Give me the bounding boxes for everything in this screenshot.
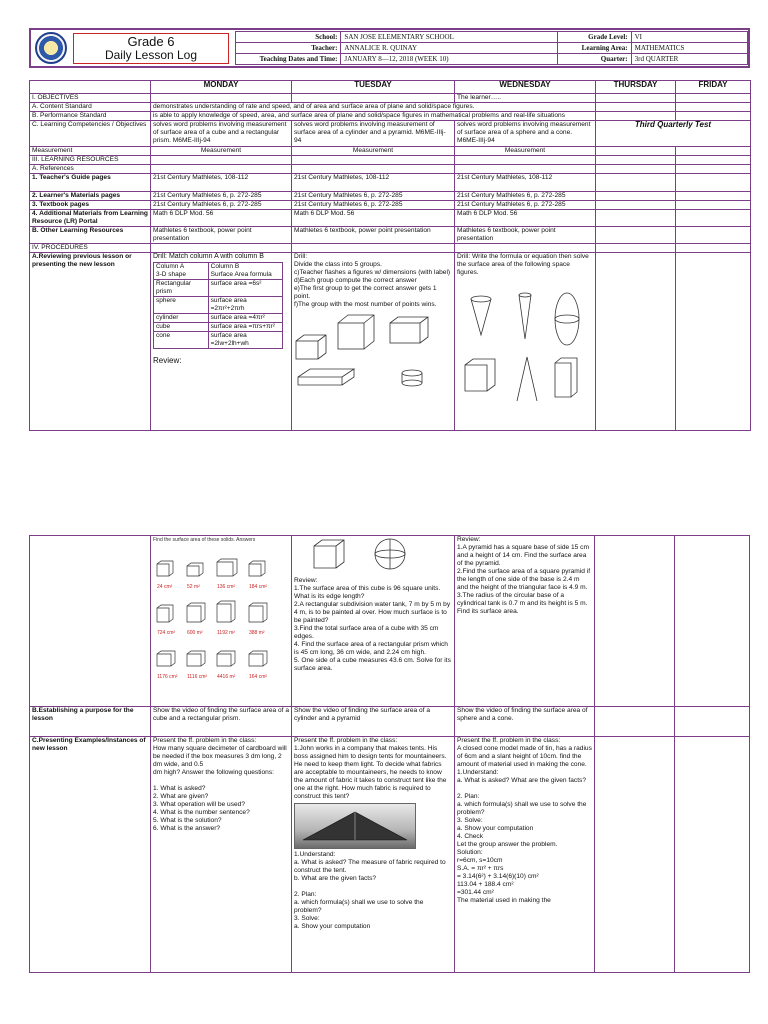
- presenting-label: C.Presenting Examples/Instances of new lesson: [30, 737, 151, 973]
- school-value: SAN JOSE ELEMENTARY SCHOOL: [341, 32, 557, 43]
- third-quarterly-test: Third Quarterly Test: [596, 121, 751, 147]
- drill-match-title: Drill: Match column A with column B: [153, 253, 264, 260]
- review-wednesday-text: Review: 1.A pyramid has a square base of side 15 cm and a height of 14 cm. Find the surface area of the pyramid. 2.Find the surface area of a square pyramid if the length of one side of the base is 2.4 m and the height of the triangular face is 4.9 m. 3.The radius of the circular base of a cylindrical tank is 0.7 m and its height is 5 m. Find its surface area.: [455, 536, 595, 707]
- olr-label: B. Other Learning Resources: [30, 227, 151, 244]
- references-label: A. References: [30, 165, 151, 174]
- objectives-label: I. OBJECTIVES: [30, 94, 151, 103]
- solids-caption: Find the surface area of these solids. Answers: [153, 537, 256, 543]
- purpose-wednesday: Show the video of finding the surface area of sphere and a cone.: [455, 707, 595, 737]
- solids-worksheet-image: [153, 544, 283, 694]
- header-info-table: [235, 31, 748, 65]
- purpose-monday: Show the video of finding the surface area of a cube and a rectangular prism.: [151, 707, 292, 737]
- olr-wednesday: Mathletes 6 textbook, power point presentation: [455, 227, 596, 244]
- header-bar: [29, 28, 750, 68]
- measurement-wednesday: Measurement: [455, 147, 596, 156]
- grade-level-key: Grade Level:: [557, 32, 631, 43]
- tent-shape-icon: [295, 804, 415, 848]
- presenting-wednesday: Present the ff. problem in the class: A closed cone model made of tin, has a radius of 6cm and a slant height of 10cm. find the amount of material used in making the cone. 1.Understand: a. What is asked? What are the given facts? 2. Plan: a. which formula(s) shall we use to solve the problem? 3. Solve: a. Show your computation 4. Check Let the group answer the problem. Solution: r=6cm, s=10cm S.A. = πr² + πrs = 3.14(6²) + 3.14(6)(10) cm² 113.04 + 188.4 cm² =301.44 cm² The material used in making the: [455, 737, 595, 973]
- corner-cell: [30, 81, 151, 94]
- quarter-key: Quarter:: [557, 54, 631, 65]
- review2-monday: [151, 536, 292, 707]
- learning-resources-label: III. LEARNING RESOURCES: [30, 156, 151, 165]
- match-a-5: cone: [154, 332, 209, 349]
- competency-monday: solves word problems involving measurement of surface area of a cube and a rectangular prism. M6ME-IIIj-94: [151, 121, 292, 147]
- lm-label: 2. Learner's Materials pages: [30, 192, 151, 201]
- match-b-4: surface area =πrs+πr²: [208, 323, 282, 332]
- match-a-3: cylinder: [154, 314, 209, 323]
- match-b-3: surface area =4πr²: [208, 314, 282, 323]
- prism-figures-diagram: [294, 309, 452, 389]
- answer-3: 184 cm²: [249, 584, 268, 590]
- lm-tuesday: 21st Century Mathletes 6, p. 272-285: [292, 192, 455, 201]
- competencies-label: C. Learning Competencies / Objectives: [30, 121, 151, 147]
- tb-tuesday: 21st Century Mathletes 6, p. 272-285: [292, 201, 455, 210]
- answer-0: 24 cm²: [157, 584, 173, 590]
- olr-monday: Mathletes 6 textbook, power point presentation: [151, 227, 292, 244]
- day-monday: MONDAY: [151, 81, 292, 94]
- answer-4: 724 cm²: [157, 630, 176, 636]
- match-b-5: surface area =2lw+2lh+wh: [208, 332, 282, 349]
- answer-1: 52 m²: [187, 584, 200, 590]
- tg-monday: 21st Century Mathletes, 108-112: [151, 174, 292, 192]
- answer-10: 4416 m²: [217, 674, 236, 680]
- presenting-tuesday: [292, 737, 455, 973]
- match-table: [153, 262, 283, 349]
- am-label: 4. Additional Materials from Learning Resource (LR) Portal: [30, 210, 151, 227]
- dates-key: Teaching Dates and Time:: [236, 54, 341, 65]
- competency-wednesday: solves word problems involving measurement of surface area of a sphere and a cone. M6ME-IIIj-94: [455, 121, 596, 147]
- tg-label: 1. Teacher's Guide pages: [30, 174, 151, 192]
- deped-seal-icon: [35, 32, 67, 64]
- tb-label: 3. Textbook pages: [30, 201, 151, 210]
- match-b-1: surface area =6s²: [208, 280, 282, 297]
- learning-area-value: MATHEMATICS: [631, 43, 747, 54]
- answer-8: 1176 cm²: [157, 674, 178, 680]
- match-a-1: Rectangular prism: [154, 280, 209, 297]
- learning-area-key: Learning Area:: [557, 43, 631, 54]
- performance-standard-label: B. Performance Standard: [30, 112, 151, 121]
- review-wednesday: [455, 253, 596, 431]
- day-tuesday: TUESDAY: [292, 81, 455, 94]
- day-thursday: THURSDAY: [596, 81, 676, 94]
- grade-title-box: [73, 33, 229, 64]
- competency-tuesday: solves word problems involving measurement of surface area of a cylinder and a pyramid. M6ME-IIIj-94: [292, 121, 455, 147]
- presenting-monday: Present the ff. problem in the class: How many square decimeter of cardboard will be needed if the box measures 3 dm long, 2 dm wide, and 0.5 dm high? Answer the following questions: 1. What is asked? 2. What are given? 3. What operation will be used? 4. What is the number sentence? 5. What is the solution? 6. What is the answer?: [151, 737, 292, 973]
- teacher-key: Teacher:: [236, 43, 341, 54]
- lesson-table-part1: [29, 80, 751, 431]
- olr-tuesday: Mathletes 6 textbook, power point presentation: [292, 227, 455, 244]
- space-figures-diagram: [457, 277, 593, 409]
- answer-6: 1192 m²: [217, 630, 235, 636]
- tg-tuesday: 21st Century Mathletes, 108-112: [292, 174, 455, 192]
- quarter-value: 3rd QUARTER: [631, 54, 747, 65]
- content-standard-text: demonstrates understanding of rate and speed, and of area and surface area of plane and solid/space figures.: [151, 103, 596, 112]
- am-wednesday: Math 6 DLP Mod. 56: [455, 210, 596, 227]
- lm-wednesday: 21st Century Mathletes 6, p. 272-285: [455, 192, 596, 201]
- performance-standard-text: is able to apply knowledge of speed, area, and surface area of plane and solid/space figures in mathematical problems and real-life situations: [151, 112, 596, 121]
- match-b-0: Column B Surface Area formula: [208, 263, 282, 280]
- answer-2: 136 cm²: [217, 584, 236, 590]
- drill-wednesday-text: Drill: Write the formula or equation then solve the surface area of the following space figures.: [457, 253, 589, 276]
- procedures-label: IV. PROCEDURES: [30, 244, 151, 253]
- grade-label: Grade 6: [127, 34, 175, 49]
- learner-text: The learner…..: [455, 94, 596, 103]
- teacher-value: ANNALICE R. QUINAY: [341, 43, 557, 54]
- school-key: School:: [236, 32, 341, 43]
- lm-monday: 21st Century Mathletes 6, p. 272-285: [151, 192, 292, 201]
- day-wednesday: WEDNESDAY: [455, 81, 596, 94]
- review-label: A.Reviewing previous lesson or presenting the new lesson: [30, 253, 151, 431]
- measurement-tuesday: Measurement: [292, 147, 455, 156]
- purpose-tuesday: Show the video of finding the surface area of a cylinder and a pyramid: [292, 707, 455, 737]
- answer-11: 164 cm²: [249, 674, 268, 680]
- review2-tuesday: [292, 536, 455, 707]
- lesson-table-part2: [29, 535, 750, 973]
- am-tuesday: Math 6 DLP Mod. 56: [292, 210, 455, 227]
- content-standard-label: A. Content Standard: [30, 103, 151, 112]
- measurement-monday: Measurement: [151, 147, 292, 156]
- match-a-4: cube: [154, 323, 209, 332]
- purpose-label: B.Establishing a purpose for the lesson: [30, 707, 151, 737]
- cube-sphere-diagram: [294, 536, 452, 574]
- presenting-tuesday-text: Present the ff. problem in the class: 1.John works in a company that makes tents. His boss assigned him to design tents for mountaineers. He need to keep them light. To decide what fabrics are acceptable to mountaineers, he needs to know the amount of fabric it takes to construct tent like the one at the right. How much fabric is required to construct this tent?: [294, 737, 447, 800]
- answer-7: 388 m²: [249, 630, 265, 636]
- tg-wednesday: 21st Century Mathletes, 108-112: [455, 174, 596, 192]
- dates-value: JANUARY 8—12, 2018 (WEEK 10): [341, 54, 557, 65]
- dll-label: Daily Lesson Log: [104, 48, 198, 62]
- tb-wednesday: 21st Century Mathletes 6, p. 272-285: [455, 201, 596, 210]
- measurement-label: Measurement: [30, 147, 151, 156]
- answer-9: 1116 cm²: [187, 674, 208, 680]
- am-monday: Math 6 DLP Mod. 56: [151, 210, 292, 227]
- match-a-2: sphere: [154, 297, 209, 314]
- tb-monday: 21st Century Mathletes 6, p. 272-285: [151, 201, 292, 210]
- drill-tuesday-text: Drill: Divide the class into 5 groups. c)Teacher flashes a figures w/ dimensions (with label) d)Each group compute the correct answer e)The first group to get the correct answer gets 1 point. f)The group with the most number of points wins.: [294, 253, 451, 308]
- presenting-tuesday-steps: 1.Understand: a. What is asked? The measure of fabric required to construct the tent. b. What are the given facts? 2. Plan: a. which formula(s) shall we use to solve the problem? 3. Solve: a. Show your computation: [294, 851, 446, 930]
- review-tuesday-text: Review: 1.The surface area of this cube is 96 square units. What is its edge length? 2.A rectangular subdivision water tank, 7 m by 5 m by 4 m, is to be painted al over. How much surface is to be painted? 3.Find the total surface area of a cube with 35 cm edges. 4. Find the surface area of a rectangular prism which is 45 cm long, 36 cm wide, and 2.24 cm high. 5. One side of a cube measures 43.6 cm. Solve for its surface area.: [294, 577, 451, 672]
- answer-5: 600 m²: [187, 630, 203, 636]
- review-monday-label: Review:: [153, 356, 182, 365]
- grade-level-value: VI: [631, 32, 747, 43]
- match-b-2: surface area =2πr²+2πrh: [208, 297, 282, 314]
- review-tuesday: [292, 253, 455, 431]
- day-friday: FRIDAY: [676, 81, 751, 94]
- review-monday: [151, 253, 292, 431]
- match-a-0: Column A 3-D shape: [154, 263, 209, 280]
- tent-photo: [294, 803, 416, 849]
